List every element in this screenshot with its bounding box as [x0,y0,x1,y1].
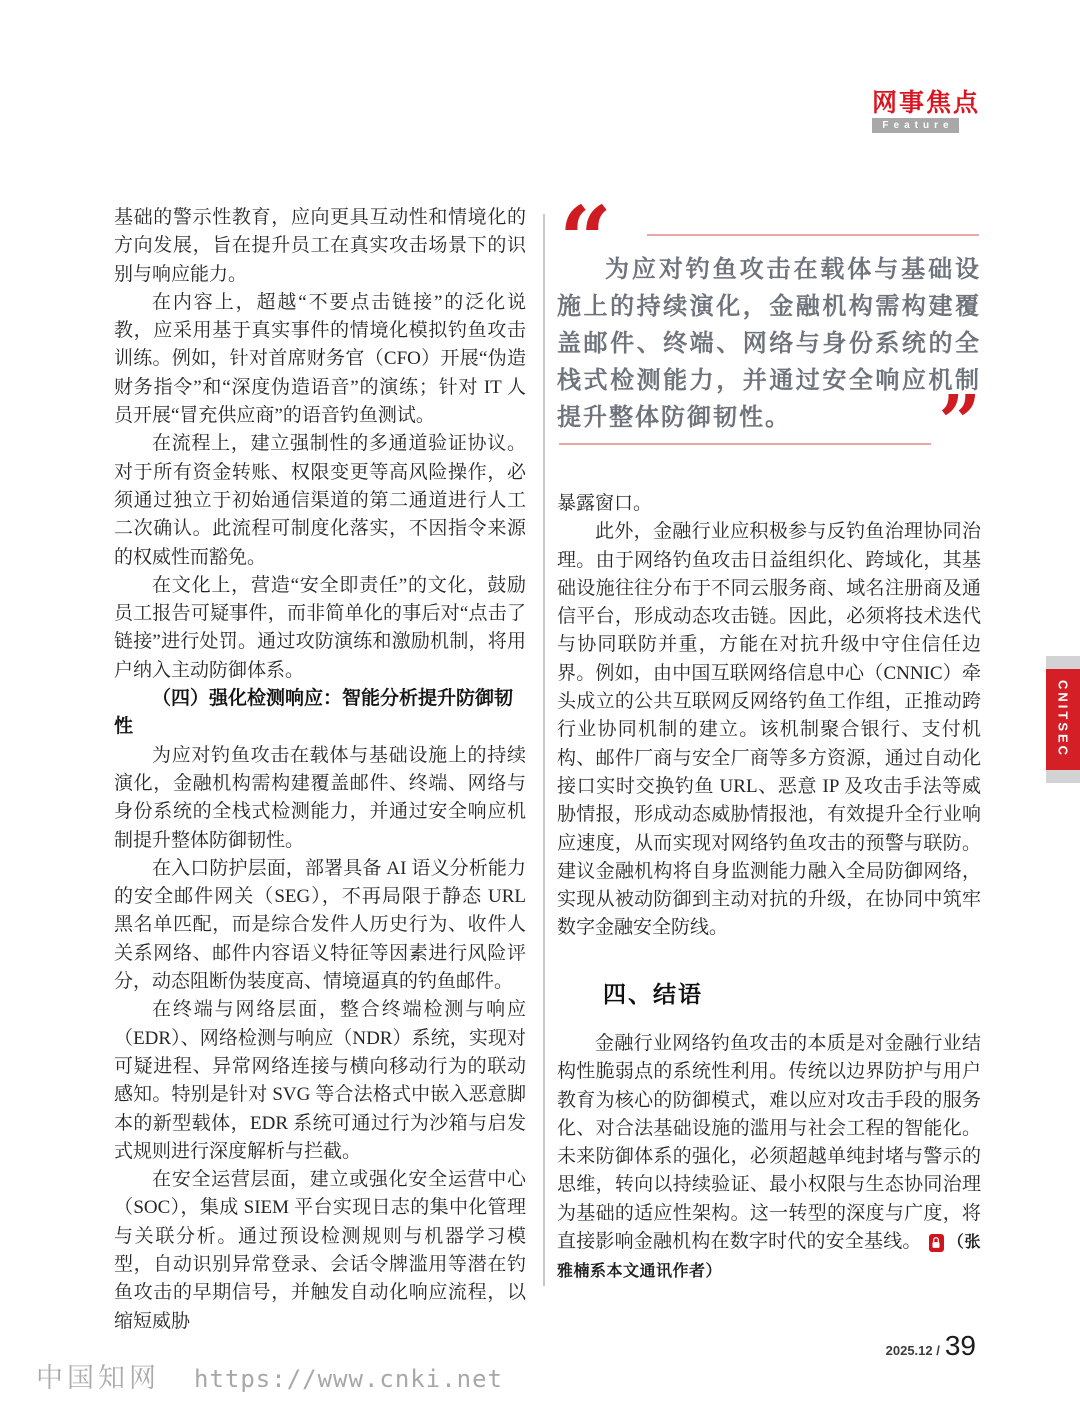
subsection-heading: （四）强化检测响应：智能分析提升防御韧性 [114,688,514,738]
page-footer [886,1330,976,1362]
right-column-upper [557,490,981,943]
close-quote-icon: ” [938,380,981,466]
left-column [114,204,526,1336]
paragraph: 在入口防护层面，部署具备 AI 语义分析能力的安全邮件网关（SEG），不再局限于静态 URL 黑名单匹配，而是综合发件人历史行为、收件人关系网络、邮件内容语义特征等因素进行风险评分，动态阻断伪装度高、情境逼真的钓鱼邮件。 [114,857,526,993]
end-of-article-lock-icon [929,1234,944,1252]
cnki-watermark [36,1356,503,1395]
conclusion-text: 金融行业网络钓鱼攻击的本质是对金融行业结构性脆弱点的系统性利用。传统以边界防护与用户教育为核心的防御模式，难以应对攻击手段的服务化、对合法基础设施的滥用与社会工程的智能化。未来防御体系的强化，必须超越单纯封堵与警示的思维，转向以持续验证、最小权限与生态协同治理为基础的适应性架构。这一转型的深度与广度，将直接影响金融机构在数字时代的安全基线。 [557,1033,981,1253]
page-number: 39 [944,1330,976,1361]
paragraph: 在终端与网络层面，整合终端检测与响应（EDR）、网络检测与响应（NDR）系统，实现对可疑进程、异常网络连接与横向移动行为的联动感知。特别是针对 SVG 等合法格式中嵌入恶意脚本的新型载体，EDR 系统可通过行为沙箱与启发式规则进行深度解析与拦截。 [114,999,526,1162]
paragraph: 此外，金融行业应积极参与反钓鱼治理协同治理。由于网络钓鱼攻击日益组织化、跨域化，其基础设施往往分布于不同云服务商、域名注册商及通信平台，形成动态攻击链。因此，必须将技术迭代与协同联防并重，方能在对抗升级中守住信任边界。例如，由中国互联网络信息中心（CNNIC）牵头成立的公共互联网反网络钓鱼工作组，正推动跨行业协同机制的建立。该机制聚合银行、支付机构、邮件厂商与安全厂商等多方资源，通过自动化接口实时交换钓鱼 URL、恶意 IP 及攻击手法等威胁情报，形成动态威胁情报池，有效提升全行业响应速度，从而实现对网络钓鱼攻击的预警与联防。建议金融机构将自身监测能力融入全局防御网络，实现从被动防御到主动对抗的升级，在协同中筑牢数字金融安全防线。 [557,521,981,939]
side-tab-top-block [1046,656,1080,669]
section-header-badge [872,90,980,133]
column-divider [543,214,545,1286]
watermark-url: https://www.cnki.net [194,1365,503,1393]
pull-quote-block [557,186,981,486]
issue-label: 2025.12 / [885,1343,940,1358]
right-column-lower [557,1030,981,1287]
pull-quote-text: 为应对钓鱼攻击在载体与基础设施上的持续演化，金融机构需构建覆盖邮件、终端、网络与身份系统的全栈式检测能力，并通过安全响应机制提升整体防御韧性。 [557,256,981,431]
quote-bottom-rule [559,443,931,445]
paragraph: 在文化上，营造“安全即责任”的文化，鼓励员工报告可疑事件，而非简单化的事后对“点击了链接”进行处罚。通过攻防演练和激励机制，将用户纳入主动防御体系。 [114,574,526,681]
side-tab-bottom-block [1046,770,1080,783]
side-tab-red-block [1046,669,1080,770]
paragraph: 在安全运营层面，建立或强化安全运营中心（SOC），集成 SIEM 平台实现日志的集中化管理与关联分析。通过预设检测规则与机器学习模型，自动识别异常登录、会话令牌滥用等潜在钓鱼攻击的早期信号，并触发自动化响应流程，以缩短威胁 [114,1169,526,1332]
author-note: （张雅楠系本文通讯作者） [557,1234,981,1281]
open-quote-icon: “ [559,186,612,294]
paragraph: 在内容上，超越“不要点击链接”的泛化说教，应采用基于真实事件的情境化模拟钓鱼攻击训练。例如，针对首席财务官（CFO）开展“伪造财务指令”和“深度伪造语音”的演练；针对 IT 人员开展“冒充供应商”的语音钓鱼测试。 [114,291,526,427]
paragraph: 基础的警示性教育，应向更具互动性和情境化的方向发展，旨在提升员工在真实攻击场景下的识别与响应能力。 [114,207,526,285]
side-tab-label: CNITSEC [1055,680,1071,759]
quote-top-rule [647,234,979,236]
watermark-site-name: 中国知网 [36,1363,160,1393]
paragraph: 在流程上，建立强制性的多通道验证协议。对于所有资金转账、权限变更等高风险操作，必须通过独立于初始通信渠道的第二通道进行人工二次确认。此流程可制度化落实，不因指令来源的权威性而豁免。 [114,433,526,568]
paragraph [557,1030,981,1287]
paragraph: 暴露窗口。 [557,493,653,514]
section-title: 网事焦点 [871,89,980,117]
conclusion-heading: 四、结语 [603,981,703,1007]
section-subtitle: Feature [872,118,959,133]
paragraph: 为应对钓鱼攻击在载体与基础设施上的持续演化，金融机构需构建覆盖邮件、终端、网络与身份系统的全栈式检测能力，并通过安全响应机制提升整体防御韧性。 [114,744,526,851]
journal-side-tab [1046,656,1080,783]
